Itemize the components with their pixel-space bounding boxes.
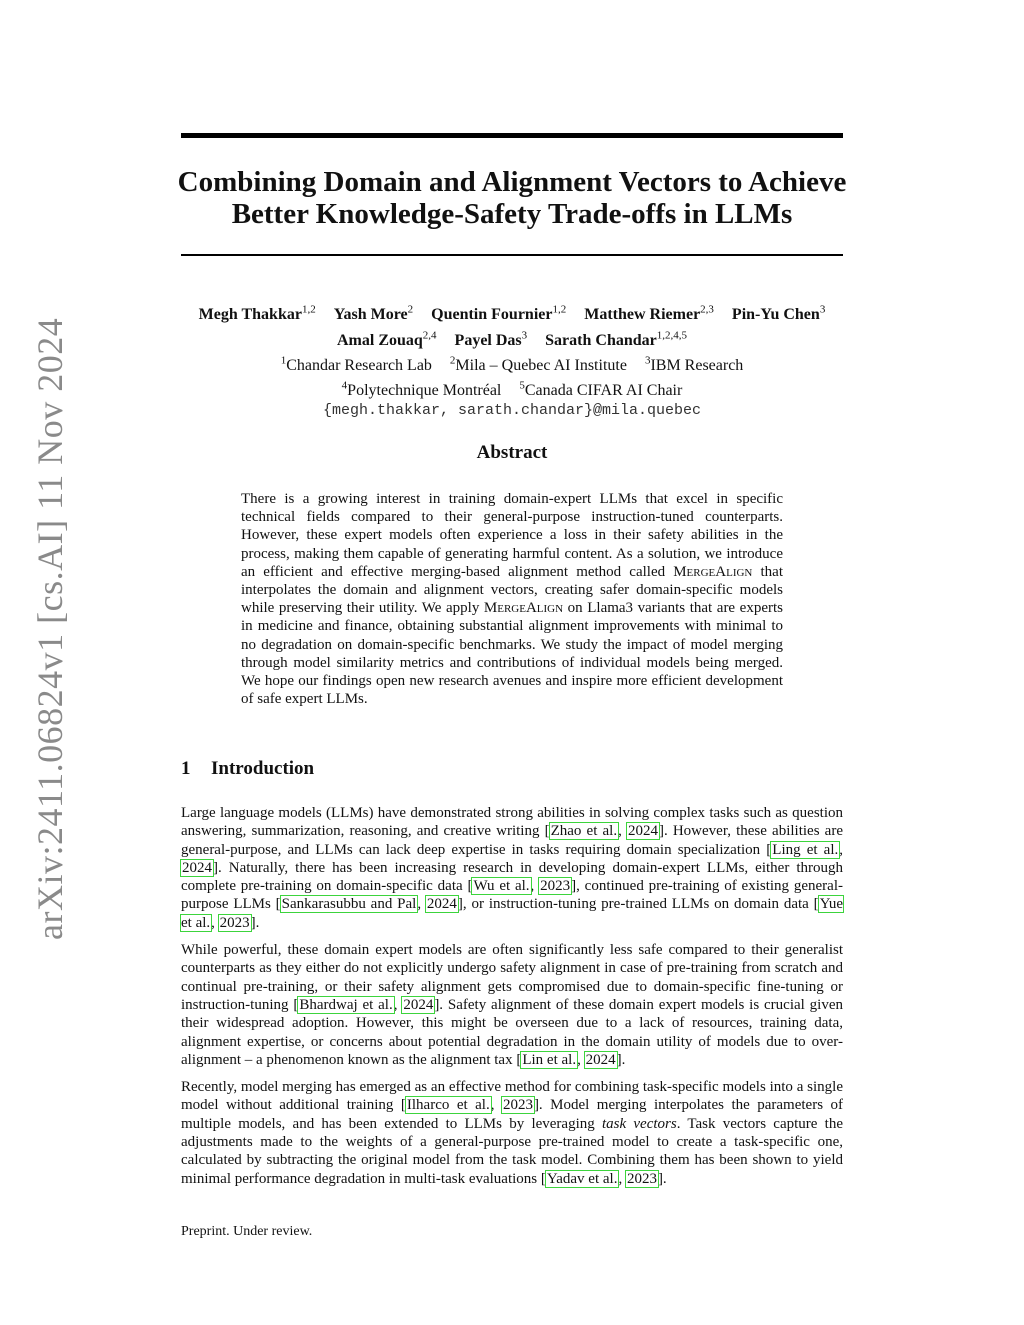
abstract-text-2: that interpolates the domain and alignment vectors, creating safer domain-specific models while preserving their utility. We apply (241, 563, 783, 617)
citation-link[interactable]: 2024 (627, 823, 658, 840)
abstract-text-3: on Llama3 variants that are experts in medicine and finance, obtaining substantial alignment improvements with minimal to no degradation on domain-specific benchmarks. We study the impact of model merging through model similarity metrics and contributions of individual models being merged. We hope our findings open new research avenues and inspire more efficient development of safe expert LLMs. (241, 600, 783, 708)
author-name: Sarath Chandar$^{1,2,4,5}$ (545, 329, 687, 349)
affiliation: $^3$IBM Research (644, 354, 744, 374)
author-emails: {megh.thakkar, sarath.chandar}@mila.quebec (322, 402, 702, 420)
author-affiliation-marker: 1,2,4,5 (656, 329, 687, 342)
affiliation: $^2$Mila – Quebec AI Institute (449, 354, 627, 374)
author-name: Megh Thakkar$^{1,2}$ (198, 304, 316, 324)
citation-link[interactable]: 2024 (585, 1051, 616, 1068)
author-affiliation-marker: 3 (521, 329, 528, 342)
authors-row-1 (160, 300, 864, 325)
abstract-heading: Abstract (476, 442, 548, 463)
citation-link[interactable]: Lin et al. (522, 1051, 577, 1068)
title-line-1: Combining Domain and Alignment Vectors to Achieve (177, 166, 847, 198)
title-line-2: Better Knowledge-Safety Trade-offs in LLMs (231, 198, 793, 230)
citation-link[interactable]: Yadav et al. (546, 1170, 618, 1187)
intro-paragraph-2: While powerful, these domain expert models are often significantly less safe compared to their generalist counterparts as they either do not explicitly undergo safety alignment in case of pre-training from scratch and continual pre-training, or their safety alignment gets compromised due to domain-specific fine-tuning or instruction-tuning [Bhardwaj et al., 2024]. Safety alignment of these domain expert models is crucial given their widespread adoption. However, this might be overseen due to a lack of resources, training data, alignment expertise, or concerns about potential degradation in the domain utility of models due to over-alignment – a phenomenon known as the alignment tax [Lin et al., 2024]. (181, 942, 843, 1068)
author-name: Payel Das$^3$ (454, 329, 528, 349)
citation-link[interactable]: 2023 (540, 878, 571, 895)
emphasized-term: task vectors (601, 1115, 677, 1132)
author-affiliation-marker: 2,3 (700, 304, 714, 316)
arxiv-identifier: arXiv:2411.06824v1 [cs.AI] 11 Nov 2024 (30, 317, 70, 940)
author-name: Pin-Yu Chen$^3$ (731, 304, 826, 324)
citation-link[interactable]: Zhao et al. (550, 823, 618, 840)
author-block (160, 300, 864, 421)
citation-link[interactable]: 2024 (403, 996, 434, 1013)
author-affiliation-marker: 1,2 (552, 304, 567, 316)
intro-paragraph-1: Large language models (LLMs) have demonstrated strong abilities in solving complex tasks such as question answering, summarization, reasoning, and creative writing [Zhao et al., 2024]. However, these abilities are general-purpose, and LLMs can lack deep expertise in tasks requiring domain specialization [Ling et al., 2024]. Naturally, there has been increasing research in developing domain-expert LLMs, either through complete pre-training on domain-specific data [Wu et al., 2023], continued pre-training of existing general-purpose LLMs [Sankarasubbu and Pal, 2024], or instruction-tuning pre-trained LLMs on domain data [Yue et al., 2023]. (181, 805, 843, 931)
title-top-rule (181, 133, 843, 138)
citation-link[interactable]: 2024 (182, 859, 212, 876)
citation-link[interactable]: Ling et al. (772, 841, 839, 858)
citation-link[interactable]: Wu et al. (473, 878, 530, 895)
author-affiliation-marker: 1,2 (301, 304, 316, 316)
abstract-text-1: There is a growing interest in training domain-expert LLMs that excel in specific technical fields compared to their general-purpose instruction-tuned counterparts. However, these expert models often experience a loss in their safety abilities in the process, making them capable of generating harmful content. As a solution, we introduce an efficient and effective merging-based alignment method called (241, 491, 783, 580)
method-name: MergeAlign (673, 563, 753, 580)
citation-link[interactable]: 2024 (426, 896, 457, 913)
method-name: MergeAlign (483, 600, 564, 617)
citation-link[interactable]: 2023 (219, 914, 250, 931)
affiliations-row-1 (160, 351, 864, 376)
paper-title (170, 166, 854, 230)
citation-link[interactable]: Ilharco et al. (406, 1097, 490, 1114)
affiliation: $^1$Chandar Research Lab (280, 354, 432, 374)
introduction-body (181, 804, 843, 1197)
affiliation: $^4$Polytechnique Montréal (341, 379, 502, 400)
citation-link[interactable]: Yue et al. (181, 896, 843, 931)
author-affiliation-marker: 2,4 (422, 329, 437, 342)
section-heading-introduction (181, 758, 314, 780)
footer-note: Preprint. Under review. (181, 1224, 313, 1239)
citation-link[interactable]: Sankarasubbu and Pal (281, 896, 417, 913)
citation-link[interactable]: 2023 (502, 1097, 533, 1114)
author-name: Quentin Fournier$^{1,2}$ (431, 304, 567, 324)
author-name: Amal Zouaq$^{2,4}$ (337, 329, 437, 349)
affiliation: $^5$Canada CIFAR AI Chair (519, 379, 683, 400)
authors-row-2 (160, 325, 864, 350)
section-title: Introduction (211, 758, 315, 779)
citation-link[interactable]: 2023 (626, 1170, 657, 1187)
abstract-body (241, 490, 783, 708)
section-number: 1 (181, 758, 191, 779)
author-affiliation-marker: 3 (819, 304, 826, 316)
intro-paragraph-3: Recently, model merging has emerged as an effective method for combining task-specific models into a single model without additional training [Ilharco et al., 2023]. Model merging interpolates the parameters of multiple models, and has been extended to LLMs by leveraging task vectors. Task vectors capture the adjustments made to the weights of a general-purpose pre-trained model to create a task-specific one, calculated by subtracting the original model from the task model. Combining them has been shown to yield minimal performance degradation in multi-task evaluations [Yadav et al., 2023]. (181, 1079, 844, 1187)
citation-link[interactable]: Bhardwaj et al. (299, 996, 393, 1013)
author-name: Matthew Riemer$^{2,3}$ (584, 304, 714, 324)
affiliations-row-2 (160, 376, 864, 401)
author-affiliation-marker: 2 (407, 304, 414, 316)
author-name: Yash More$^2$ (333, 304, 414, 324)
title-bottom-rule (181, 254, 843, 256)
